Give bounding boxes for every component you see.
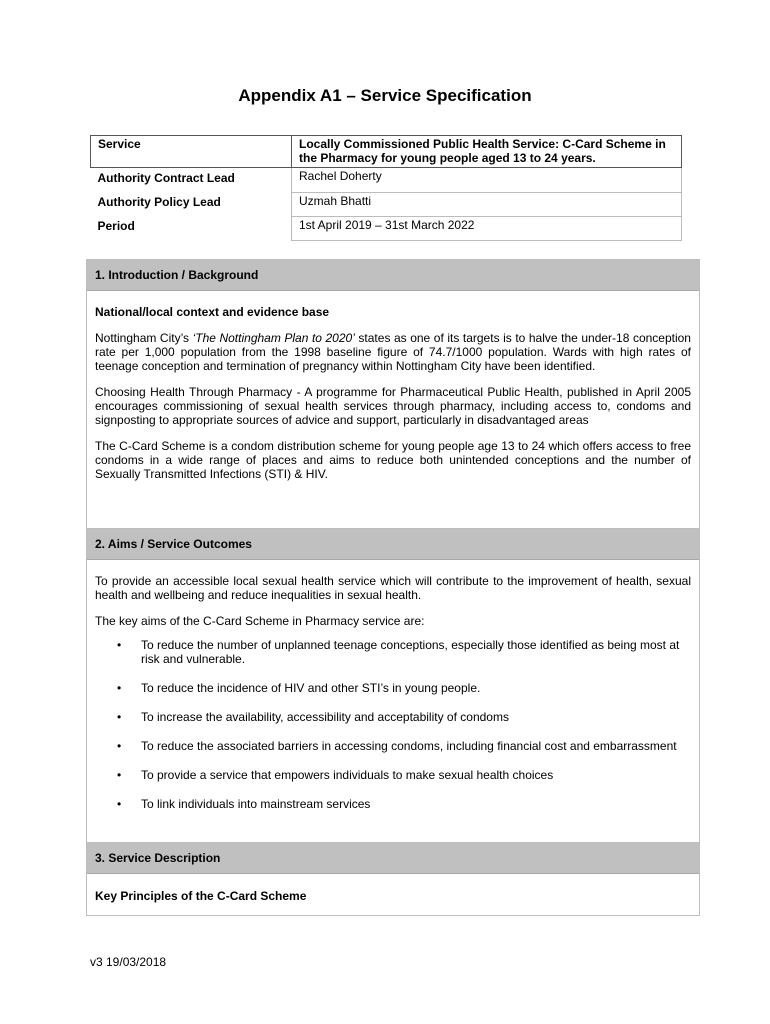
info-label: Period — [91, 216, 292, 240]
list-item: • To reduce the number of unplanned teenage conceptions, especially those identified as being most at risk and vulnerable. — [117, 638, 680, 666]
info-label: Service — [91, 136, 292, 168]
service-info-table — [90, 135, 682, 241]
version-footer: v3 19/03/2018 — [90, 955, 167, 969]
list-item: • To reduce the associated barriers in accessing condoms, including financial cost and embarrassment — [117, 739, 677, 753]
paragraph: The C-Card Scheme is a condom distribution scheme for young people age 13 to 24 which offers access to free condoms in a wide range of places and aims to reduce both unintended conceptions and the number of Sexually Transmitted Infections (STI) & HIV. — [95, 439, 691, 481]
info-row-service — [91, 136, 682, 168]
info-value: Locally Commissioned Public Health Service: C-Card Scheme in the Pharmacy for young people aged 13 to 24 years. — [292, 136, 682, 168]
section-subheading: National/local context and evidence base — [95, 305, 330, 319]
paragraph — [95, 331, 691, 373]
text-run: states as one of its targets is to halve the under-18 conception rate per 1,000 population from the 1998 baseline figure of 74.7/1000 population. Wards with high rates of teenage conception and termination of pregnancy within Nottingham City have been identified. — [95, 331, 691, 373]
section-heading: 1. Introduction / Background — [87, 260, 699, 291]
info-value: 1st April 2019 – 31st March 2022 — [292, 216, 682, 240]
aims-list — [95, 638, 691, 811]
text-run: Nottingham City’s — [95, 331, 193, 345]
page-title: Appendix A1 – Service Specification — [238, 86, 532, 105]
plan-title: ‘The Nottingham Plan to 2020’ — [192, 331, 355, 345]
bullet-icon: • — [117, 797, 122, 811]
info-label: Authority Contract Lead — [91, 168, 292, 193]
info-row-contract-lead — [91, 168, 682, 193]
info-row-period — [91, 216, 682, 240]
paragraph: To provide an accessible local sexual health service which will contribute to the improvement of health, sexual health and wellbeing and reduce inequalities in sexual health. — [95, 574, 691, 602]
list-item: • To provide a service that empowers individuals to make sexual health choices — [117, 768, 554, 782]
section-heading: 2. Aims / Service Outcomes — [87, 529, 699, 560]
section-subheading: Key Principles of the C-Card Scheme — [95, 889, 307, 903]
section-service-description — [86, 842, 700, 916]
info-value: Rachel Doherty — [292, 168, 682, 193]
paragraph: Choosing Health Through Pharmacy - A programme for Pharmaceutical Public Health, published in April 2005 encourages commissioning of sexual health services through pharmacy, including access to, condoms and signposting to appropriate sources of advice and support, particularly in disadvantaged areas — [95, 385, 691, 427]
list-item: • To reduce the incidence of HIV and other STI’s in young people. — [117, 681, 481, 695]
bullet-icon: • — [117, 768, 122, 782]
bullet-icon: • — [117, 710, 122, 724]
info-row-policy-lead — [91, 192, 682, 216]
section-aims — [86, 528, 700, 843]
list-item: • To increase the availability, accessibility and acceptability of condoms — [117, 710, 509, 724]
list-item: • To link individuals into mainstream services — [117, 797, 371, 811]
bullet-icon: • — [117, 681, 122, 695]
info-value: Uzmah Bhatti — [292, 192, 682, 216]
section-introduction — [86, 259, 700, 529]
info-label: Authority Policy Lead — [91, 192, 292, 216]
section-heading: 3. Service Description — [87, 843, 699, 874]
bullet-icon: • — [117, 739, 122, 753]
paragraph: The key aims of the C-Card Scheme in Pharmacy service are: — [95, 614, 425, 628]
bullet-icon: • — [117, 638, 122, 652]
